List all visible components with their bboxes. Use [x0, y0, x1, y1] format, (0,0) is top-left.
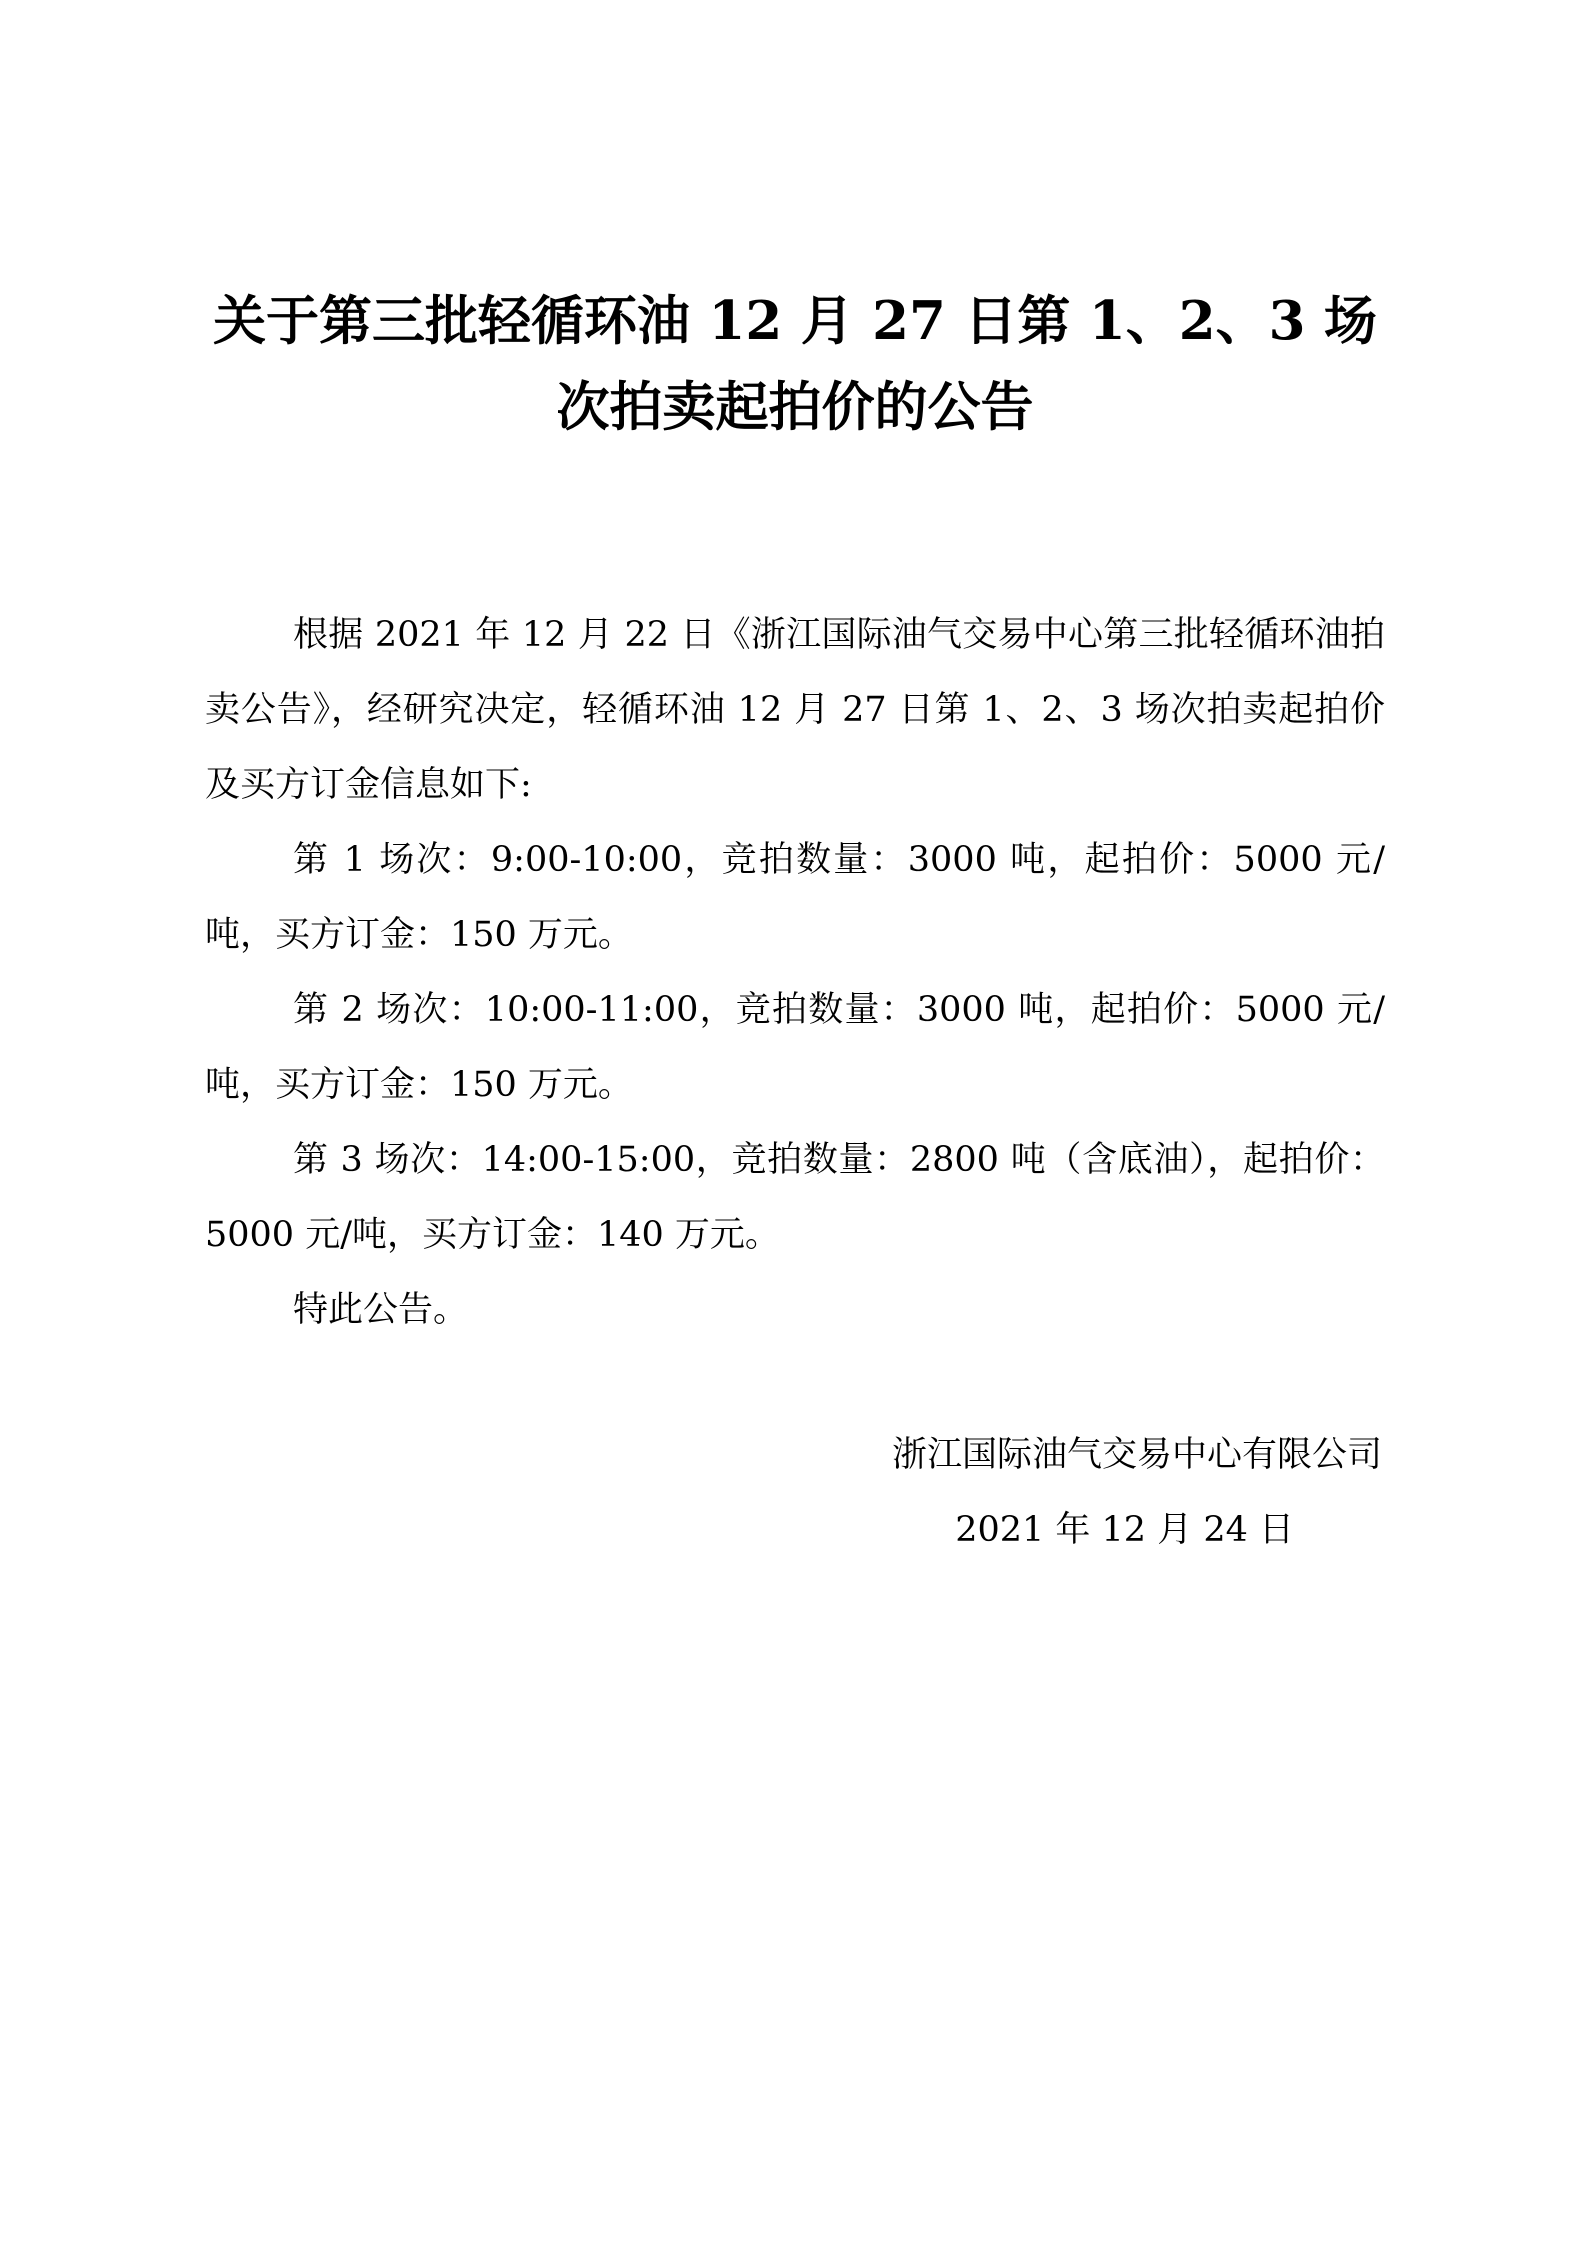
session-3-paragraph: 第 3 场次：14:00-15:00，竞拍数量：2800 吨（含底油），起拍价：5000 元/吨，买方订金：140 万元。 [205, 1140, 1385, 1255]
intro-paragraph: 根据 2021 年 12 月 22 日《浙江国际油气交易中心第三批轻循环油拍卖公告》，经研究决定，轻循环油 12 月 27 日第 1、2、3 场次拍卖起拍价及买方订金信息如下: [205, 615, 1385, 805]
signature-block [582, 1418, 1382, 1568]
session-2-paragraph: 第 2 场次：10:00-11:00，竞拍数量：3000 吨，起拍价：5000 元/吨，买方订金：150 万元。 [205, 990, 1385, 1105]
closing-paragraph: 特此公告。 [293, 1290, 469, 1330]
issue-date: 2021 年 12 月 24 日 [955, 1510, 1294, 1550]
issuer-name: 浙江国际油气交易中心有限公司 [891, 1435, 1382, 1475]
document-body [205, 598, 1385, 1348]
session-1-paragraph: 第 1 场次：9:00-10:00，竞拍数量：3000 吨，起拍价：5000 元/吨，买方订金：150 万元。 [205, 840, 1385, 955]
title-line-2: 次拍卖起拍价的公告 [556, 376, 1034, 438]
title-line-1: 关于第三批轻循环油 12 月 27 日第 1、2、3 场 [213, 290, 1377, 352]
document-title [205, 278, 1385, 450]
